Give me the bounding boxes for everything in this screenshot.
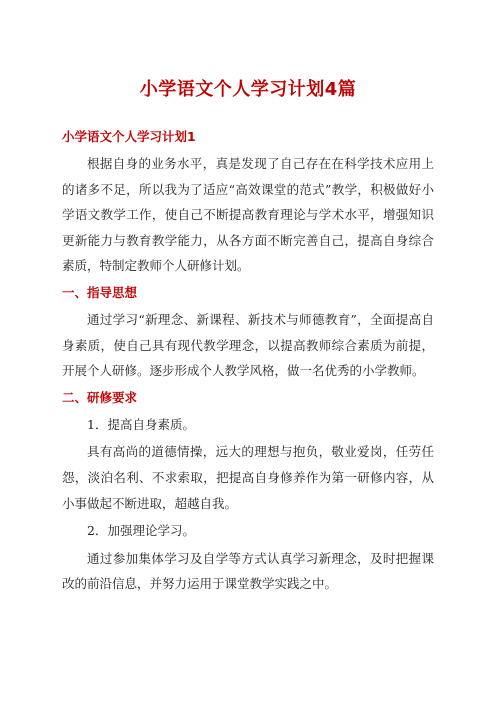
requirement-2-paragraph: 通过参加集体学习及自学等方式认真学习新理念，及时把握课改的前沿信息，并努力运用于课堂教学实践之中。 xyxy=(62,550,434,592)
section-heading-guiding-ideology: 一、指导思想 xyxy=(62,284,138,300)
guiding-ideology-paragraph: 通过学习“新理念、新课程、新技术与师德教育”，全面提高自身素质，使自己具有现代教学理念，以提高教师综合素质为前提，开展个人研修。逐步形成个人教学风格，做一名优秀的小学教师。 xyxy=(62,311,434,379)
section-heading-study-requirements: 二、研修要求 xyxy=(62,389,138,405)
requirement-item-2: 2．加强理论学习。 xyxy=(87,523,195,539)
intro-paragraph: 根据自身的业务水平，真是发现了自己存在在科学技术应用上的诸多不足，所以我为了适应“高效课堂的范式”教学，积极做好小学语文教学工作，使自己不断提高教育理论与学术水平，增强知识更新能力与教育教学能力，从各方面不断完善自己，提高自身综合素质，特制定教师个人研修计划。 xyxy=(62,156,434,274)
plan-subtitle: 小学语文个人学习计划1 xyxy=(62,129,196,144)
requirement-1-paragraph: 具有高尚的道德情操，远大的理想与抱负，敬业爱岗，任劳任怨，淡泊名利、不求索取，把提高自身修养作为第一研修内容，从小事做起不断进取，超越自我。 xyxy=(62,444,434,511)
document-title: 小学语文个人学习计划4篇 xyxy=(139,79,357,100)
requirement-item-1: 1．提高自身素质。 xyxy=(87,416,195,432)
document-body xyxy=(62,127,434,599)
